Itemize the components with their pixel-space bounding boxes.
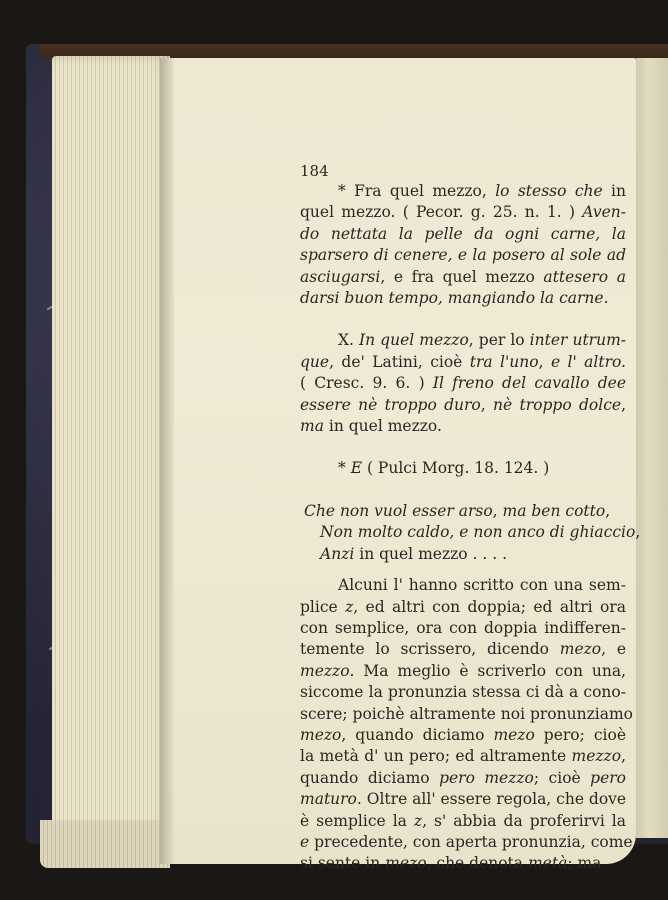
text-run: si sente in (300, 854, 386, 873)
text-run: pero (590, 768, 626, 787)
text-run: mezo (493, 725, 535, 744)
text-run: Anzi (320, 544, 355, 563)
text-run: quando diciamo (300, 768, 440, 787)
text-run: , (538, 352, 551, 371)
text-run: ma (300, 417, 324, 436)
text-run: ; cioè (533, 768, 591, 787)
text-line (300, 224, 626, 245)
text-line (300, 704, 633, 725)
text-run: , e (601, 640, 626, 659)
text-run: pero; cioè (534, 725, 626, 744)
text-run: mezzo (300, 661, 350, 680)
text-run: mezzo (571, 747, 622, 766)
text-run: precedente, con aperta pronunzia, come (309, 832, 633, 851)
text-line (300, 768, 626, 789)
text-run: nè troppo dolce (493, 395, 622, 414)
text-run: . Oltre all' essere regola, che dove (356, 790, 627, 809)
text-run: , che denota (426, 854, 528, 873)
text-line (300, 789, 626, 810)
text-run: z (345, 597, 354, 616)
text-run: , per lo (468, 331, 530, 350)
text-run: tra l'uno (469, 352, 539, 371)
text-line (300, 661, 626, 682)
text-line (300, 832, 633, 853)
text-run: in quel mezzo. (323, 417, 442, 436)
text-run: , quando diciamo (341, 725, 494, 744)
text-run: plice (300, 597, 346, 616)
text-run: la metà d' un pero; ed altramente (300, 747, 572, 766)
text-line (300, 288, 626, 309)
text-run: que (300, 352, 330, 371)
text-run: mezo (559, 640, 602, 659)
text-run: do nettata la pelle da ogni carne, la (300, 224, 626, 243)
text-line (300, 618, 626, 639)
text-line (300, 352, 626, 373)
text-run: ; ma (567, 854, 602, 873)
page-gutter (160, 58, 174, 864)
text-line (300, 544, 626, 565)
text-line (300, 639, 626, 660)
text-run: z (413, 811, 423, 830)
text-run: e (300, 832, 310, 851)
text-line (300, 267, 626, 288)
paragraph (300, 330, 626, 437)
text-run: , (635, 523, 641, 542)
text-run: , (621, 395, 626, 414)
text-run: attesero a (543, 267, 626, 286)
paragraph-gap (300, 480, 626, 501)
text-line (300, 245, 626, 266)
page-text (300, 181, 641, 875)
paragraph (300, 501, 641, 565)
text-run: asciugarsi (300, 267, 381, 286)
text-run: pero mezzo (439, 768, 534, 787)
paragraph (300, 181, 626, 309)
text-line (300, 575, 626, 596)
paragraph-gap (300, 437, 626, 458)
text-line (300, 202, 626, 223)
text-run: in quel mezzo . . . . (354, 544, 508, 563)
text-run: , de' Latini, cioè (329, 352, 470, 371)
text-run: Non molto caldo, e non anco di ghiaccio (320, 523, 636, 542)
text-run: temente lo scrissero, dicendo (300, 640, 560, 659)
text-run: ( Cresc. 9. 6. ) (300, 374, 433, 393)
text-run: è semplice la (300, 811, 414, 830)
text-line (300, 416, 626, 437)
text-run: in (602, 182, 626, 200)
text-line (300, 458, 626, 479)
text-run: Che non vuol esser arso (304, 501, 493, 520)
paragraph (300, 458, 626, 479)
text-line (300, 725, 626, 746)
text-run: * Fra quel mezzo, (338, 182, 496, 200)
text-run: siccome la pronunzia stessa ci dà a cono- (300, 683, 626, 702)
text-run: Aven- (582, 203, 626, 222)
text-run: Il freno del cavallo dee (432, 374, 626, 393)
text-run: Alcuni l' hanno scritto con una sem- (338, 576, 626, 595)
text-run: scere; poichè altramente noi pronunziamo (300, 704, 633, 723)
page-number: 184 (300, 162, 329, 180)
text-run: , e fra quel mezzo (380, 267, 544, 286)
text-run: quel mezzo. ( Pecor. g. 25. n. 1. ) (300, 203, 583, 222)
text-run: sparsero di cenere, e la posero al sole ad (300, 246, 626, 265)
text-run: * (338, 459, 351, 478)
page-edges-bottom (40, 820, 170, 868)
text-run: , (480, 395, 494, 414)
text-line (300, 853, 626, 874)
text-run: X. (338, 331, 360, 350)
text-run: darsi buon tempo, mangiando la carne. (300, 289, 609, 308)
text-run: lo stesso che (495, 182, 603, 200)
right-page-edge (636, 58, 668, 838)
text-line (300, 395, 626, 416)
text-line (300, 522, 641, 543)
text-run: , (621, 747, 626, 766)
text-run: mezo (300, 725, 342, 744)
text-run: , s' abbia da proferirvi la (422, 811, 626, 830)
text-line (300, 181, 626, 202)
text-run: E (350, 459, 363, 478)
text-run: metà (527, 854, 568, 873)
text-line (300, 746, 626, 767)
text-run: e l' altro. (550, 352, 626, 371)
text-run: maturo (300, 790, 357, 809)
text-line (300, 682, 626, 703)
text-run: . Ma meglio è scriverlo con una, (349, 661, 626, 680)
text-run: , (492, 501, 503, 520)
text-run: inter utrum- (529, 331, 627, 350)
text-run: ma ben cotto (502, 501, 606, 520)
text-line (300, 597, 626, 618)
text-run: essere nè troppo duro (300, 395, 481, 414)
text-run: mezo (385, 854, 427, 873)
text-run: con semplice, ora con doppia indifferen- (300, 618, 626, 637)
paragraph-gap (300, 565, 626, 575)
text-line (300, 330, 626, 351)
paragraph-gap (300, 309, 626, 330)
text-run: In quel mezzo (359, 331, 469, 350)
page-edges-stack (52, 56, 170, 866)
text-line (300, 811, 626, 832)
text-line (300, 373, 626, 394)
text-run: , ed altri con doppia; ed altri ora (353, 597, 626, 616)
text-run: , (605, 501, 611, 520)
text-line (300, 501, 626, 522)
text-run: ( Pulci Morg. 18. 124. ) (362, 459, 550, 478)
paragraph (300, 575, 633, 875)
